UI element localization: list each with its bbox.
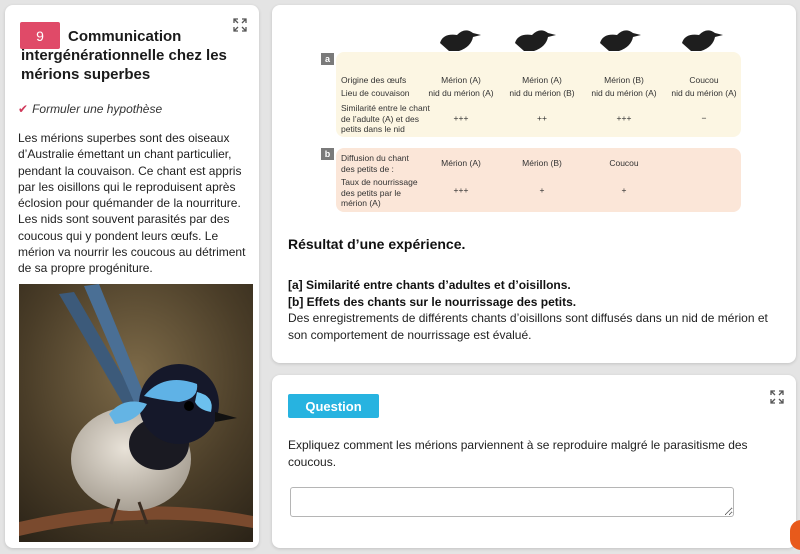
- table-b-cell: Coucou: [609, 158, 639, 168]
- question-text: Expliquez comment les mérions parviennent à se reproduire malgré le parasitisme des coucous.: [288, 438, 748, 469]
- expand-icon[interactable]: [227, 12, 253, 38]
- figure-label-b: b: [321, 148, 334, 160]
- table-a-cell: ++: [537, 113, 547, 123]
- table-b-cell: +++: [453, 185, 469, 195]
- table-a-cell: Mérion (A): [522, 75, 562, 85]
- result-caption: [288, 277, 778, 343]
- expand-arrows-icon: [769, 389, 785, 405]
- question-button[interactable]: Question: [288, 394, 379, 418]
- intro-text: Les mérions superbes sont des oiseaux d’Australie émettant un chant particulier, pendant la couvaison. Ce chant est appris par les oisillons qui le reproduisent après éclosion pour quémander de la nourriture. Les nids sont souvent parasités par des coucous qui y pondent leurs œufs. Le mérion va nourrir les coucous au détriment de sa propre progéniture.: [18, 131, 246, 276]
- check-icon: ✔: [18, 102, 29, 116]
- question-card: [272, 375, 796, 548]
- table-a-cell: +++: [616, 113, 632, 123]
- result-title: Résultat d’une expérience.: [288, 236, 466, 252]
- table-a-cell: nid du mérion (A): [591, 88, 657, 98]
- bird-photo: [19, 284, 253, 542]
- table-b-cell: +: [539, 185, 545, 195]
- bird-icon: [440, 30, 723, 51]
- caption-description: Des enregistrements de différents chants d’oisillons sont diffusés dans un nid de mérion et son comportement de nourrissage est évalué.: [288, 311, 768, 342]
- figure-card: [272, 5, 796, 363]
- row-label-similarity: Similarité entre le chant de l’adulte (A) et des petits dans le nid: [341, 103, 430, 134]
- document-card: [5, 5, 259, 548]
- table-b-cell: Mérion (B): [522, 158, 562, 168]
- table-a-cell: Mérion (A): [441, 75, 481, 85]
- table-b-cell: Mérion (A): [441, 158, 481, 168]
- row-label-place: Lieu de couvaison: [341, 88, 410, 98]
- hypothesis-label: ✔ Formuler une hypothèse: [18, 102, 163, 116]
- help-bubble[interactable]: [790, 520, 800, 550]
- table-b-cell: +: [621, 185, 627, 195]
- row-label-diffusion: Diffusion du chant des petits de :: [341, 153, 409, 174]
- exercise-number-badge: 9: [20, 22, 60, 49]
- table-b: [336, 148, 741, 212]
- row-label-feeding: Taux de nourrissage des petits par le mérion (A): [341, 177, 418, 208]
- caption-line-a: [a] Similarité entre chants d’adultes et d’oisillons.: [288, 278, 571, 292]
- exercise-title: Communication intergénérationnelle chez les mérions superbes: [21, 28, 227, 83]
- table-a-cell: +++: [453, 113, 469, 123]
- expand-arrows-icon: [232, 17, 248, 33]
- table-a-cell: nid du mérion (B): [509, 88, 575, 98]
- table-a-cell: nid du mérion (A): [671, 88, 737, 98]
- table-a-cell: nid du mérion (A): [428, 88, 494, 98]
- figure-label-a: a: [321, 53, 334, 65]
- table-a-cell: Coucou: [689, 75, 719, 85]
- expand-icon[interactable]: [764, 384, 790, 410]
- answer-field[interactable]: [290, 487, 734, 517]
- row-label-origin: Origine des œufs: [341, 75, 407, 85]
- table-a-cell: Mérion (B): [604, 75, 644, 85]
- table-a: [336, 52, 741, 137]
- caption-line-b: [b] Effets des chants sur le nourrissage des petits.: [288, 294, 577, 309]
- table-a-cell: −: [701, 113, 707, 123]
